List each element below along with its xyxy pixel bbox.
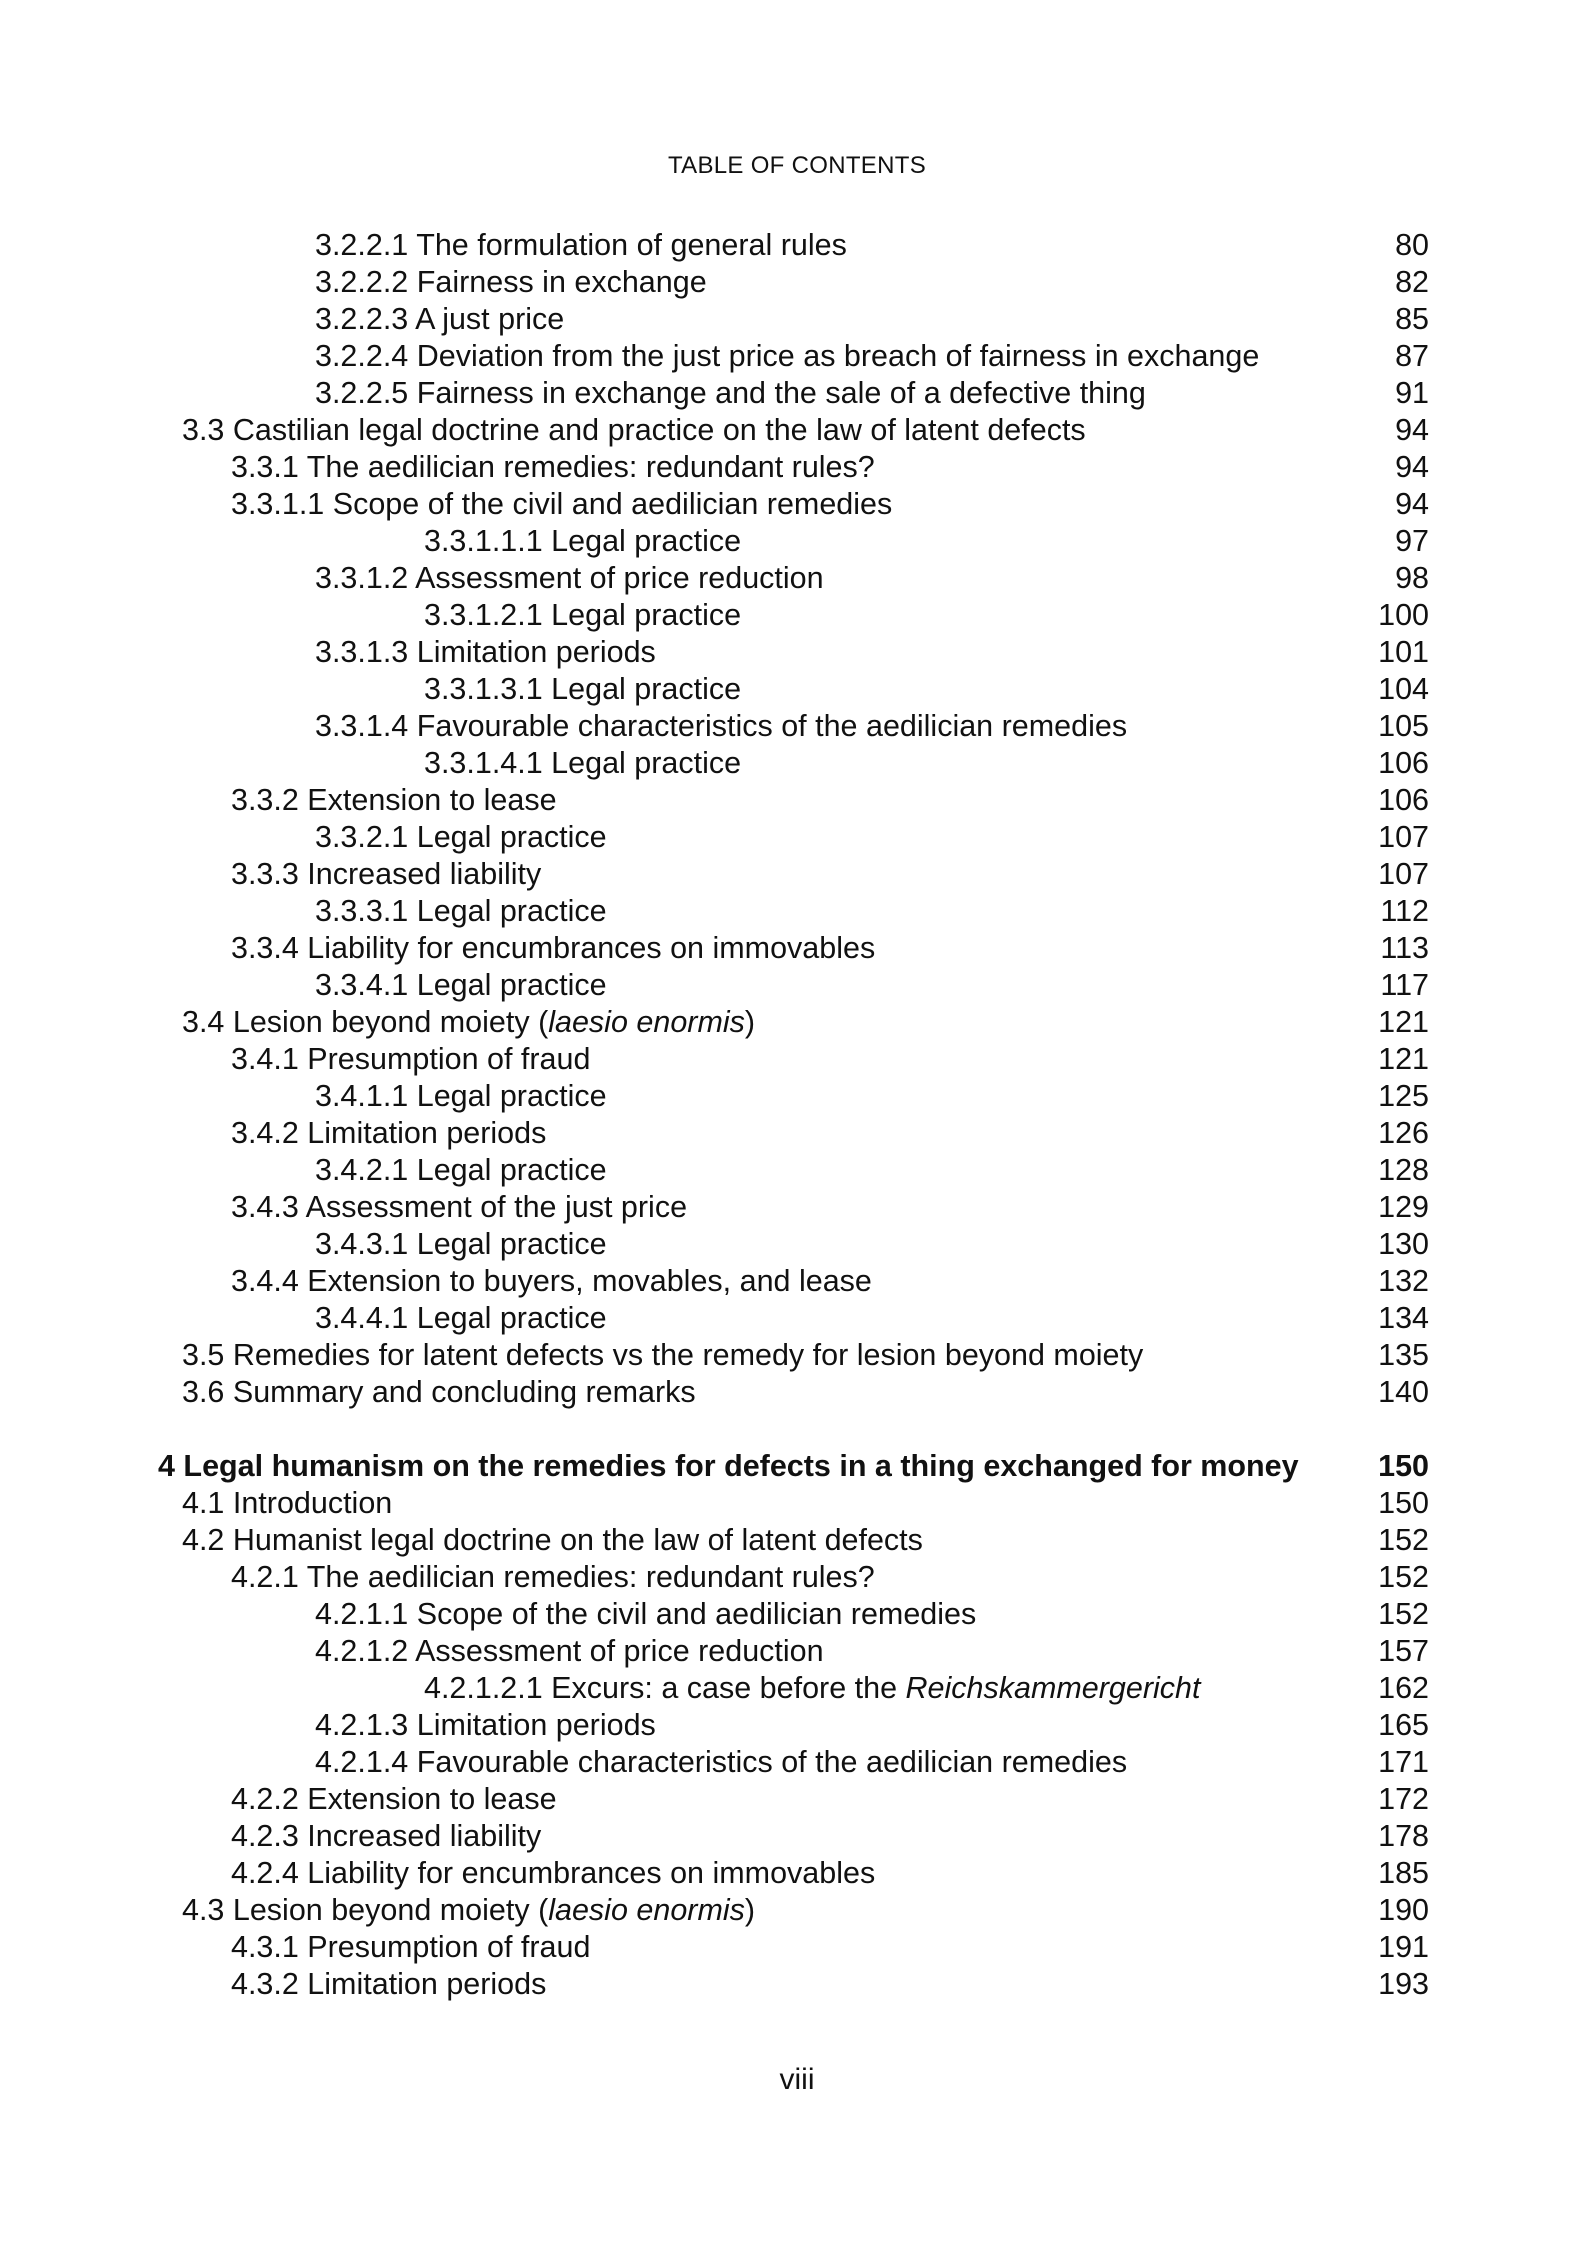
toc-entry-title [182, 1522, 923, 1559]
toc-entry-page-number: 128 [1378, 1153, 1429, 1187]
toc-entry-title [231, 1929, 590, 1966]
toc-entry-text: 4.2.4 Liability for encumbrances on immovables [231, 1856, 876, 1890]
toc-entry-text: 3.3.1.2.1 Legal practice [424, 598, 742, 632]
toc-entry[interactable] [0, 1263, 1594, 1300]
toc-entry-title [315, 1152, 607, 1189]
toc-entry-page-number: 105 [1378, 709, 1429, 743]
toc-entry-title [231, 1263, 872, 1300]
toc-entry-text: 3.2.2.1 The formulation of general rules [315, 228, 847, 262]
toc-entry-text: 4.2.1 The aedilician remedies: redundant rules? [231, 1560, 875, 1594]
toc-entry-text: 3.4.2.1 Legal practice [315, 1153, 607, 1187]
toc-entry-page-number: 106 [1378, 783, 1429, 817]
toc-entry-text: 4.1 Introduction [182, 1486, 393, 1520]
toc-entry-page-number: 121 [1378, 1042, 1429, 1076]
toc-entry-text: 3.3.1.2 Assessment of price reduction [315, 561, 824, 595]
toc-entry[interactable] [0, 227, 1594, 264]
toc-entry[interactable] [0, 1818, 1594, 1855]
toc-entry[interactable] [0, 1744, 1594, 1781]
toc-entry[interactable] [0, 1041, 1594, 1078]
toc-entry-page-number: 94 [1395, 487, 1429, 521]
toc-entry-text: 3.2.2.5 Fairness in exchange and the sale of a defective thing [315, 376, 1146, 410]
toc-entry-text: 3.3.3 Increased liability [231, 857, 542, 891]
toc-entry-text: 3.2.2.4 Deviation from the just price as breach of fairness in exchange [315, 339, 1260, 373]
toc-entry-text: 3.4.3.1 Legal practice [315, 1227, 607, 1261]
toc-entry-text: 3.4 Lesion beyond moiety ( [182, 1005, 549, 1039]
toc-entry-text: 3.3 Castilian legal doctrine and practice on the law of latent defects [182, 413, 1086, 447]
toc-entry-text: 3.3.1.3 Limitation periods [315, 635, 656, 669]
toc-spacer [0, 1411, 1594, 1448]
toc-entry-text: 3.3.4.1 Legal practice [315, 968, 607, 1002]
toc-entry[interactable] [0, 708, 1594, 745]
toc-entry[interactable] [0, 1485, 1594, 1522]
toc-entry-page-number: 101 [1378, 635, 1429, 669]
table-of-contents [0, 227, 1594, 2003]
toc-entry-text: 4.2.1.2.1 Excurs: a case before the [424, 1671, 906, 1705]
toc-entry-title [182, 1337, 1143, 1374]
toc-entry[interactable] [0, 264, 1594, 301]
toc-entry-page-number: 157 [1378, 1634, 1429, 1668]
toc-entry-page-number: 125 [1378, 1079, 1429, 1113]
toc-entry[interactable] [0, 745, 1594, 782]
toc-entry[interactable] [0, 1892, 1594, 1929]
toc-entry-page-number: 172 [1378, 1782, 1429, 1816]
toc-entry[interactable] [0, 560, 1594, 597]
toc-entry-page-number: 106 [1378, 746, 1429, 780]
toc-entry-page-number: 132 [1378, 1264, 1429, 1298]
toc-entry-title [315, 227, 847, 264]
toc-entry-page-number: 117 [1380, 968, 1429, 1002]
toc-entry[interactable] [0, 1670, 1594, 1707]
toc-entry-page-number: 162 [1378, 1671, 1429, 1705]
toc-entry-title [231, 856, 541, 893]
toc-entry-text: 3.6 Summary and concluding remarks [182, 1375, 696, 1409]
toc-entry-text: 4.2.3 Increased liability [231, 1819, 542, 1853]
toc-entry-title [231, 1189, 687, 1226]
toc-entry-page-number: 129 [1378, 1190, 1429, 1224]
toc-entry-text: 3.2.2.2 Fairness in exchange [315, 265, 707, 299]
toc-entry-title [231, 782, 557, 819]
toc-entry-page-number: 112 [1380, 894, 1429, 928]
toc-entry[interactable] [0, 449, 1594, 486]
toc-entry-page-number: 178 [1378, 1819, 1429, 1853]
toc-entry-page-number: 190 [1378, 1893, 1429, 1927]
toc-entry-page-number: 152 [1378, 1523, 1429, 1557]
toc-entry-title [424, 671, 741, 708]
toc-entry-title [231, 1115, 546, 1152]
toc-entry[interactable] [0, 1522, 1594, 1559]
toc-entry[interactable] [0, 1929, 1594, 1966]
toc-entry-title [231, 1041, 590, 1078]
toc-entry-title [231, 1855, 875, 1892]
toc-entry-title [231, 930, 875, 967]
toc-entry[interactable] [0, 1004, 1594, 1041]
toc-entry-page-number: 152 [1378, 1597, 1429, 1631]
toc-entry-text: 4.2.1.3 Limitation periods [315, 1708, 656, 1742]
toc-entry-page-number: 135 [1378, 1338, 1429, 1372]
toc-entry-page-number: 193 [1378, 1967, 1429, 2001]
toc-entry-text-suffix: ) [744, 1005, 756, 1039]
toc-entry-title [315, 1596, 976, 1633]
toc-entry-page-number: 107 [1378, 857, 1429, 891]
toc-entry-text: 4.2.1.1 Scope of the civil and aedilician remedies [315, 1597, 977, 1631]
toc-entry[interactable] [0, 819, 1594, 856]
toc-entry-page-number: 150 [1378, 1449, 1429, 1483]
toc-entry-text: 3.4.1.1 Legal practice [315, 1079, 607, 1113]
toc-entry-page-number: 152 [1378, 1560, 1429, 1594]
toc-entry[interactable] [0, 1707, 1594, 1744]
toc-entry[interactable] [0, 782, 1594, 819]
toc-entry-title [315, 1633, 824, 1670]
toc-entry-text: 3.3.1.1.1 Legal practice [424, 524, 742, 558]
toc-entry-page-number: 100 [1378, 598, 1429, 632]
toc-entry-title [315, 1744, 1127, 1781]
toc-entry[interactable] [0, 301, 1594, 338]
toc-entry[interactable] [0, 856, 1594, 893]
toc-entry-page-number: 121 [1378, 1005, 1429, 1039]
toc-entry-page-number: 97 [1395, 524, 1429, 558]
toc-entry-text: 3.3.1.4.1 Legal practice [424, 746, 742, 780]
toc-entry-page-number: 107 [1378, 820, 1429, 854]
toc-entry-text: 3.3.1.1 Scope of the civil and aedilician remedies [231, 487, 893, 521]
toc-entry[interactable] [0, 1966, 1594, 2003]
toc-entry-italic-text: laesio enormis [548, 1005, 745, 1039]
toc-entry-title [315, 819, 607, 856]
page-number: viii [779, 2063, 815, 2096]
toc-entry[interactable] [0, 1078, 1594, 1115]
toc-entry-title [315, 338, 1259, 375]
toc-entry-title [315, 634, 656, 671]
toc-entry-title [315, 264, 707, 301]
toc-entry-title [182, 412, 1086, 449]
toc-entry-title [182, 1374, 696, 1411]
toc-entry[interactable] [0, 671, 1594, 708]
toc-entry[interactable] [0, 1374, 1594, 1411]
toc-entry[interactable] [0, 1300, 1594, 1337]
toc-entry-text: 3.4.1 Presumption of fraud [231, 1042, 591, 1076]
toc-entry[interactable] [0, 967, 1594, 1004]
toc-entry-title [315, 967, 607, 1004]
toc-entry-title [315, 1300, 607, 1337]
toc-entry-title [424, 745, 741, 782]
toc-entry[interactable] [0, 1855, 1594, 1892]
toc-entry-page-number: 85 [1395, 302, 1429, 336]
toc-entry-text: 3.4.4.1 Legal practice [315, 1301, 607, 1335]
toc-entry-title [424, 597, 741, 634]
toc-entry-text: 3.3.1.3.1 Legal practice [424, 672, 742, 706]
toc-entry[interactable] [0, 1559, 1594, 1596]
toc-entry-text: 3.5 Remedies for latent defects vs the remedy for lesion beyond moiety [182, 1338, 1144, 1372]
toc-entry[interactable] [0, 1115, 1594, 1152]
toc-entry-title [182, 1004, 755, 1041]
toc-chapter-entry[interactable] [0, 1448, 1594, 1485]
toc-entry[interactable] [0, 1633, 1594, 1670]
toc-entry-title [424, 1670, 1200, 1707]
toc-entry[interactable] [0, 930, 1594, 967]
toc-entry[interactable] [0, 338, 1594, 375]
toc-entry[interactable] [0, 1189, 1594, 1226]
toc-entry-title [315, 375, 1146, 412]
toc-entry[interactable] [0, 1226, 1594, 1263]
toc-entry-title [315, 1078, 607, 1115]
toc-entry-title [231, 1781, 557, 1818]
toc-entry-page-number: 94 [1395, 413, 1429, 447]
toc-entry[interactable] [0, 1152, 1594, 1189]
toc-entry-page-number: 94 [1395, 450, 1429, 484]
toc-entry-page-number: 98 [1395, 561, 1429, 595]
toc-entry-text: 3.3.4 Liability for encumbrances on immovables [231, 931, 876, 965]
toc-entry-page-number: 150 [1378, 1486, 1429, 1520]
toc-entry-text: 4.2.2 Extension to lease [231, 1782, 557, 1816]
toc-entry-text: 4.3 Lesion beyond moiety ( [182, 1893, 549, 1927]
toc-entry[interactable] [0, 375, 1594, 412]
toc-entry[interactable] [0, 893, 1594, 930]
toc-entry-page-number: 104 [1378, 672, 1429, 706]
toc-entry-text: 3.3.2 Extension to lease [231, 783, 557, 817]
toc-entry-page-number: 134 [1378, 1301, 1429, 1335]
toc-entry-text: 4.2.1.4 Favourable characteristics of the aedilician remedies [315, 1745, 1128, 1779]
toc-entry-text: 3.3.2.1 Legal practice [315, 820, 607, 854]
toc-entry-page-number: 185 [1378, 1856, 1429, 1890]
toc-entry-page-number: 191 [1378, 1930, 1429, 1964]
toc-entry-text-suffix: ) [744, 1893, 756, 1927]
toc-entry-page-number: 113 [1380, 931, 1429, 965]
toc-entry-text: 4.2.1.2 Assessment of price reduction [315, 1634, 824, 1668]
toc-entry-title [182, 1892, 755, 1929]
toc-entry-title [315, 1707, 656, 1744]
toc-entry[interactable] [0, 634, 1594, 671]
toc-entry-title [315, 893, 607, 930]
toc-entry[interactable] [0, 1596, 1594, 1633]
toc-entry-title [231, 1818, 541, 1855]
toc-entry-page-number: 82 [1395, 265, 1429, 299]
toc-entry-text: 3.3.1 The aedilician remedies: redundant rules? [231, 450, 875, 484]
toc-entry-page-number: 140 [1378, 1375, 1429, 1409]
toc-entry-page-number: 91 [1395, 376, 1429, 410]
toc-entry-text: 4 Legal humanism on the remedies for defects in a thing exchanged for money [158, 1449, 1299, 1483]
toc-entry-page-number: 87 [1395, 339, 1429, 373]
toc-entry[interactable] [0, 412, 1594, 449]
toc-entry-title [315, 708, 1127, 745]
toc-entry-title [231, 449, 875, 486]
toc-entry-page-number: 126 [1378, 1116, 1429, 1150]
toc-entry-italic-text: laesio enormis [548, 1893, 745, 1927]
toc-entry-text: 3.4.2 Limitation periods [231, 1116, 547, 1150]
toc-entry-text: 3.3.1.4 Favourable characteristics of the aedilician remedies [315, 709, 1128, 743]
toc-entry-page-number: 80 [1395, 228, 1429, 262]
toc-entry-page-number: 165 [1378, 1708, 1429, 1742]
toc-entry-title [315, 560, 824, 597]
toc-entry-title [231, 1966, 546, 2003]
toc-entry-text: 4.3.1 Presumption of fraud [231, 1930, 591, 1964]
toc-entry-title [231, 1559, 875, 1596]
toc-entry-title [182, 1485, 392, 1522]
toc-entry[interactable] [0, 1781, 1594, 1818]
toc-entry-title [424, 523, 741, 560]
toc-entry-text: 4.3.2 Limitation periods [231, 1967, 547, 2001]
toc-entry[interactable] [0, 597, 1594, 634]
toc-entry[interactable] [0, 486, 1594, 523]
toc-entry-page-number: 171 [1378, 1745, 1429, 1779]
running-header: TABLE OF CONTENTS [667, 152, 926, 179]
toc-entry-text: 3.4.3 Assessment of the just price [231, 1190, 688, 1224]
toc-entry[interactable] [0, 1337, 1594, 1374]
toc-entry-title [158, 1448, 1299, 1485]
toc-entry-title [231, 486, 892, 523]
toc-entry-text: 4.2 Humanist legal doctrine on the law of latent defects [182, 1523, 923, 1557]
toc-entry-text: 3.4.4 Extension to buyers, movables, and lease [231, 1264, 872, 1298]
toc-entry-italic-text: Reichskammergericht [905, 1671, 1201, 1705]
toc-entry-text: 3.3.3.1 Legal practice [315, 894, 607, 928]
toc-entry-title [315, 1226, 607, 1263]
toc-entry-text: 3.2.2.3 A just price [315, 302, 565, 336]
toc-entry-page-number: 130 [1378, 1227, 1429, 1261]
toc-entry-title [315, 301, 564, 338]
toc-entry[interactable] [0, 523, 1594, 560]
